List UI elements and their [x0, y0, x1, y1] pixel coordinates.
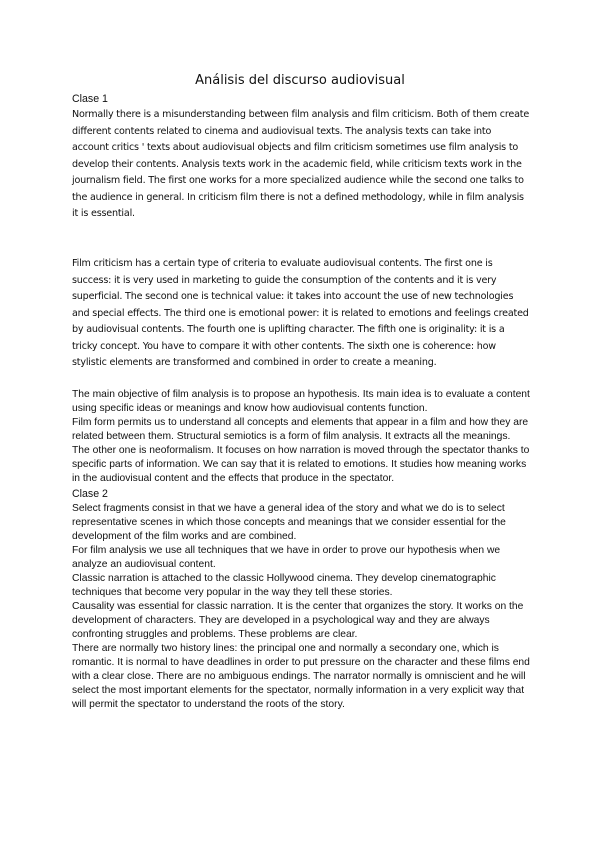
paragraph-film-analysis-objective: The main objective of film analysis is to propose an hypothesis. Its main idea is to evaluate a content using specific ideas or meanings and know how audiovisual contents function. — [72, 389, 530, 414]
paragraph-film-analysis-vs-criticism: Normally there is a misunderstanding between film analysis and film criticism. Both of them create different contents related to cinema and audiovisual texts. The analysis texts can take into account critics ' texts about audiovisual objects and film criticism sometimes use film analysis to develop their contents. Analysis texts work in the academic field, while criticism texts work in the journalism field. The first one works for a more specialized audience while the second one talks to the audience in general. In criticism film there is not a defined methodology, while in film analysis it is essential. — [72, 109, 530, 219]
paragraph-causality: Causality was essential for classic narration. It is the center that organizes the story. It works on the development of characters. They are developed in a psychological way and they are always confronting struggles and problems. These problems are clear. — [72, 601, 524, 640]
paragraph-film-form: Film form permits us to understand all concepts and elements that appear in a film and how they are related between them. Structural semiotics is a form of film analysis. It extracts all the meanings. The other one is neoformalism. It focuses on how narration is moved through the spectator thanks to specific parts of information. We can say that it is related to emotions. It studies how meaning works in the audiovisual content and the effects that produce in the spectator. — [72, 417, 530, 484]
document-body — [72, 91, 530, 712]
paragraph-classic-narration: Classic narration is attached to the classic Hollywood cinema. They develop cinematographic techniques that become very popular in the way they tell these stories. — [72, 573, 496, 598]
document-title: Análisis del discurso audiovisual — [195, 73, 405, 88]
paragraph-film-analysis-techniques: For film analysis we use all techniques that we have in order to prove our hypothesis when we analyze an audiovisual content. — [72, 545, 501, 570]
paragraph-history-lines: There are normally two history lines: the principal one and normally a secondary one, which is romantic. It is normal to have deadlines in order to put pressure on the character and these films end with a clear close. There are no ambiguous endings. The narrator normally is omniscient and he will select the most important elements for the spectator, normally information in a very explicit way that will permit the spectator to understand the roots of the story. — [72, 643, 530, 710]
section-heading-clase-2: Clase 2 — [72, 488, 108, 500]
paragraph-select-fragments: Select fragments consist in that we have a general idea of the story and what we do is to select representative scenes in which those concepts and meanings that we consider essential for the development of the film works and are combined. — [72, 503, 506, 542]
section-heading-clase-1: Clase 1 — [72, 93, 108, 105]
paragraph-film-criticism-criteria: Film criticism has a certain type of criteria to evaluate audiovisual contents. The first one is success: it is very used in marketing to guide the consumption of the contents and it is very superficial. The second one is technical value: it takes into account the use of new technologies and special effects. The third one is emotional power: it is related to emotions and feelings created by audiovisual contents. The fourth one is uplifting character. The fifth one is originality: it is a tricky concept. You have to compare it with other contents. The sixth one is coherence: how stylistic elements are transformed and combined in order to create a meaning. — [72, 258, 529, 368]
